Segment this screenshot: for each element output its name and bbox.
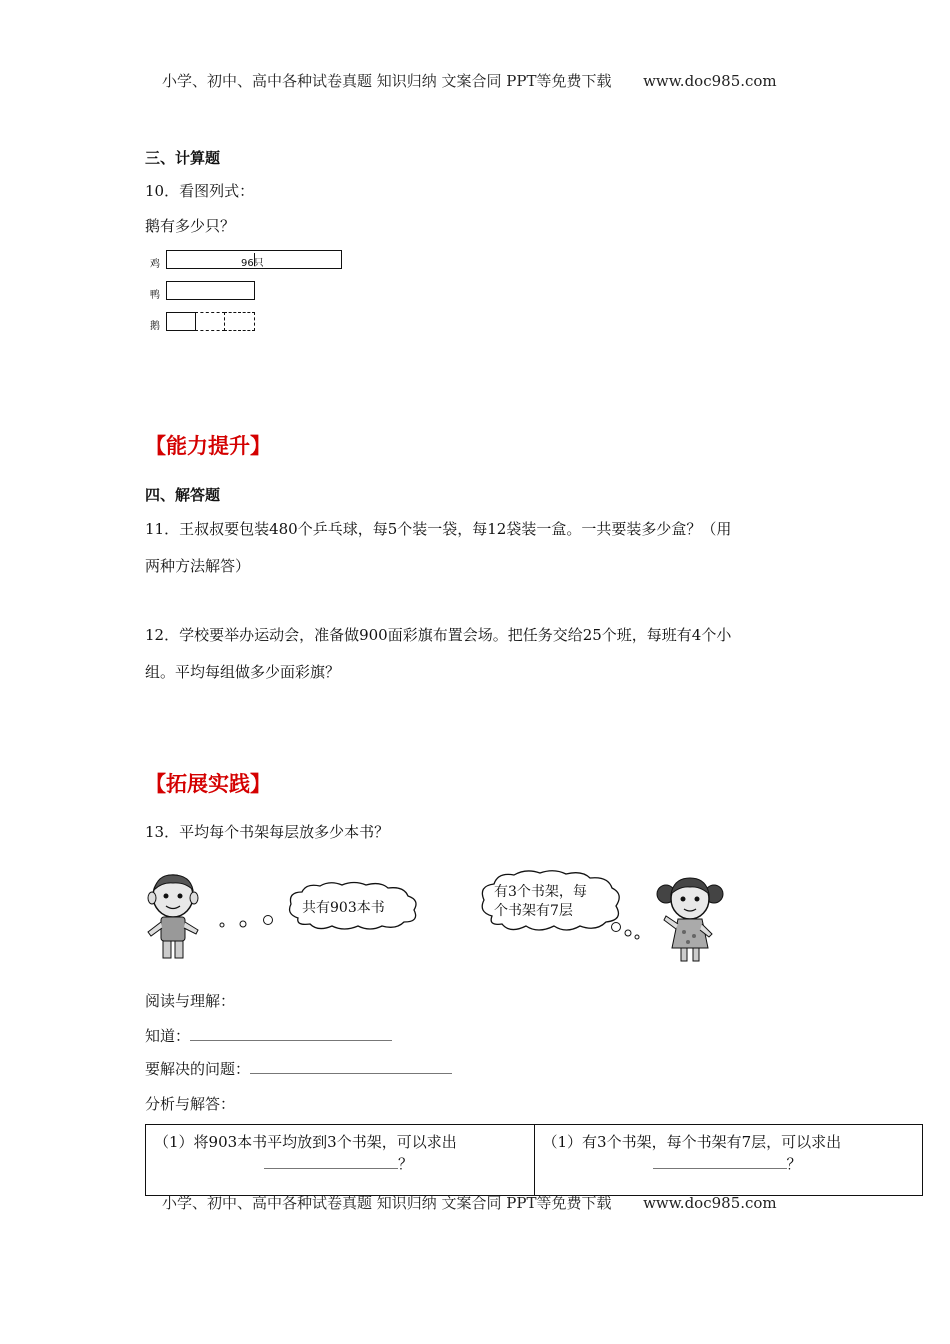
- cell2-blank[interactable]: [653, 1154, 787, 1169]
- cell1-blank[interactable]: [264, 1154, 398, 1169]
- q13-analyze: 分析与解答：: [145, 1095, 236, 1113]
- cell2-text: （1）有3个书架，每个书架有7层，可以求出: [542, 1133, 842, 1151]
- boy-illustration: [140, 870, 206, 962]
- cell1-answer-row: [154, 1153, 526, 1175]
- page-header: [162, 70, 777, 91]
- header-text: 小学、初中、高中各种试卷真题 知识归纳 文案合同 PPT等免费下载: [162, 72, 612, 90]
- q11-line1: 11．王叔叔要包装480个乒乓球，每5个装一袋，每12袋装一盒。一共要装多少盒？（用: [145, 520, 732, 538]
- solve-blank[interactable]: [250, 1059, 452, 1074]
- q10-title: 10．看图列式：: [145, 182, 255, 200]
- extend-heading: 【拓展实践】: [145, 772, 271, 796]
- page-footer: [162, 1192, 777, 1213]
- q13-know-label: 知道：: [145, 1027, 191, 1045]
- bar-goose-dashed-2: [224, 312, 255, 331]
- cloud-left-text: 共有903本书: [302, 900, 385, 916]
- thought-dots-left: [218, 912, 278, 932]
- q13-title: 13．平均每个书架每层放多少本书？: [145, 823, 390, 841]
- bar-chicken: [166, 250, 342, 269]
- label-goose: 鹅: [150, 321, 160, 332]
- cell2-end: ？: [786, 1155, 802, 1173]
- q13-know-row: [145, 1025, 392, 1047]
- ability-heading: 【能力提升】: [145, 434, 271, 458]
- label-duck: 鸭: [150, 290, 160, 301]
- q11-line2: 两种方法解答）: [145, 557, 251, 575]
- section-3-title: 三、计算题: [145, 149, 221, 167]
- bar-goose-dashed-1: [195, 312, 225, 331]
- analysis-cell-1: [146, 1125, 535, 1196]
- know-blank[interactable]: [190, 1026, 392, 1041]
- analysis-table: [145, 1124, 923, 1196]
- analysis-cell-2: [534, 1125, 923, 1196]
- cloud-right-line1: 有3个书架，每: [494, 884, 587, 900]
- q13-solve-row: [145, 1058, 452, 1080]
- bar-chicken-value: 96只: [241, 258, 264, 269]
- bar-duck: [166, 281, 255, 300]
- girl-illustration: [652, 872, 728, 964]
- thought-dots-right: [608, 918, 642, 942]
- table-row: [146, 1125, 923, 1196]
- bar-goose-part: [166, 312, 196, 331]
- q12-line1: 12．学校要举办运动会，准备做900面彩旗布置会场。把任务交给25个班，每班有4个小: [145, 626, 732, 644]
- footer-site: www.doc985.com: [643, 1194, 777, 1212]
- label-chicken: 鸡: [150, 259, 160, 270]
- bar-chicken-midline: [254, 253, 255, 266]
- cell1-text: （1）将903本书平均放到3个书架，可以求出: [154, 1133, 457, 1151]
- q13-read: 阅读与理解：: [145, 992, 236, 1010]
- q13-solve-label: 要解决的问题：: [145, 1060, 251, 1078]
- cell2-answer-row: [543, 1153, 915, 1175]
- cloud-right-line2: 个书架有7层: [494, 903, 573, 919]
- section-4-title: 四、解答题: [145, 486, 221, 504]
- cell1-end: ？: [398, 1155, 414, 1173]
- q12-line2: 组。平均每组做多少面彩旗？: [145, 663, 341, 681]
- header-site: www.doc985.com: [643, 72, 777, 90]
- q10-question: 鹅有多少只？: [145, 217, 236, 235]
- cloud-right-text: [494, 883, 587, 921]
- footer-text: 小学、初中、高中各种试卷真题 知识归纳 文案合同 PPT等免费下载: [162, 1194, 612, 1212]
